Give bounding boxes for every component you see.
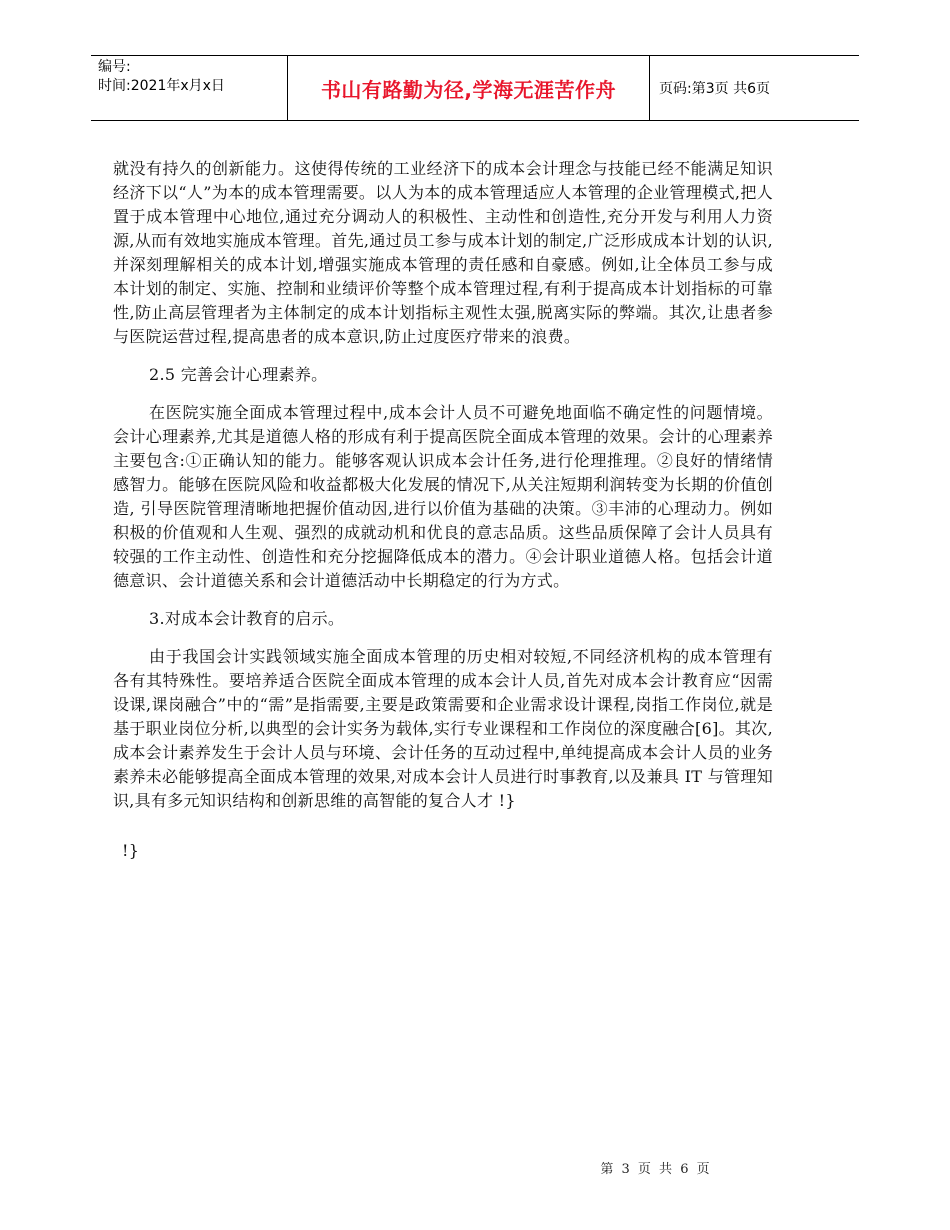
document-body	[113, 157, 773, 877]
document-time-label: 时间:2021年x月x日	[98, 78, 225, 94]
body-paragraph: 在医院实施全面成本管理过程中,成本会计人员不可避免地面临不确定性的问题情境。会计心理素养,尤其是道德人格的形成有利于提高医院全面成本管理的效果。会计的心理素养主要包含:①正确认知的能力。能够客观认识成本会计任务,进行伦理推理。②良好的情绪情感智力。能够在医院风险和收益都极大化发展的情况下,从关注短期利润转变为长期的价值创造, 引导医院管理清晰地把握价值动因,进行以价值为基础的决策。③丰沛的心理动力。例如积极的价值观和人生观、强烈的成就动机和优良的意志品质。这些品质保障了会计人员具有较强的工作主动性、创造性和充分挖掘降低成本的潜力。④会计职业道德人格。包括会计道德意识、会计道德关系和会计道德活动中长期稳定的行为方式。	[113, 403, 773, 590]
header-divider	[649, 56, 650, 120]
body-paragraph: !}	[122, 841, 140, 860]
header-motto: 书山有路勤为径,学海无涯苦作舟	[320, 77, 617, 102]
section-heading: 2.5 完善会计心理素养。	[149, 365, 328, 384]
section-heading: 3.对成本会计教育的启示。	[149, 609, 345, 628]
page-footer: 第 3 页 共 6 页	[600, 1162, 710, 1177]
page-header	[91, 55, 859, 121]
header-page-info: 页码:第3页 共6页	[659, 81, 770, 97]
body-paragraph: 就没有持久的创新能力。这使得传统的工业经济下的成本会计理念与技能已经不能满足知识经济下以“人”为本的成本管理需要。以人为本的成本管理适应人本管理的企业管理模式,把人置于成本管理中心地位,通过充分调动人的积极性、主动性和创造性,充分开发与利用人力资源,从而有效地实施成本管理。首先,通过员工参与成本计划的制定,广泛形成成本计划的认识,并深刻理解相关的成本计划,增强实施成本管理的责任感和自豪感。例如,让全体员工参与成本计划的制定、实施、控制和业绩评价等整个成本管理过程,有利于提高成本计划指标的可靠性,防止高层管理者为主体制定的成本计划指标主观性太强,脱离实际的弊端。其次,让患者参与医院运营过程,提高患者的成本意识,防止过度医疗带来的浪费。	[113, 159, 773, 346]
header-meta	[98, 58, 278, 96]
document-number-label: 编号:	[98, 59, 131, 75]
body-paragraph: 由于我国会计实践领域实施全面成本管理的历史相对较短,不同经济机构的成本管理有各有其特殊性。要培养适合医院全面成本管理的成本会计人员,首先对成本会计教育应“因需设课,课岗融合”中的“需”是指需要,主要是政策需要和企业需求设计课程,岗指工作岗位,就是基于职业岗位分析,以典型的会计实务为载体,实行专业课程和工作岗位的深度融合[6]。其次,成本会计素养发生于会计人员与环境、会计任务的互动过程中,单纯提高成本会计人员的业务素养未必能够提高全面成本管理的效果,对成本会计人员进行时事教育,以及兼具 IT 与管理知识,具有多元知识结构和创新思维的高智能的复合人才 !}	[113, 647, 773, 810]
